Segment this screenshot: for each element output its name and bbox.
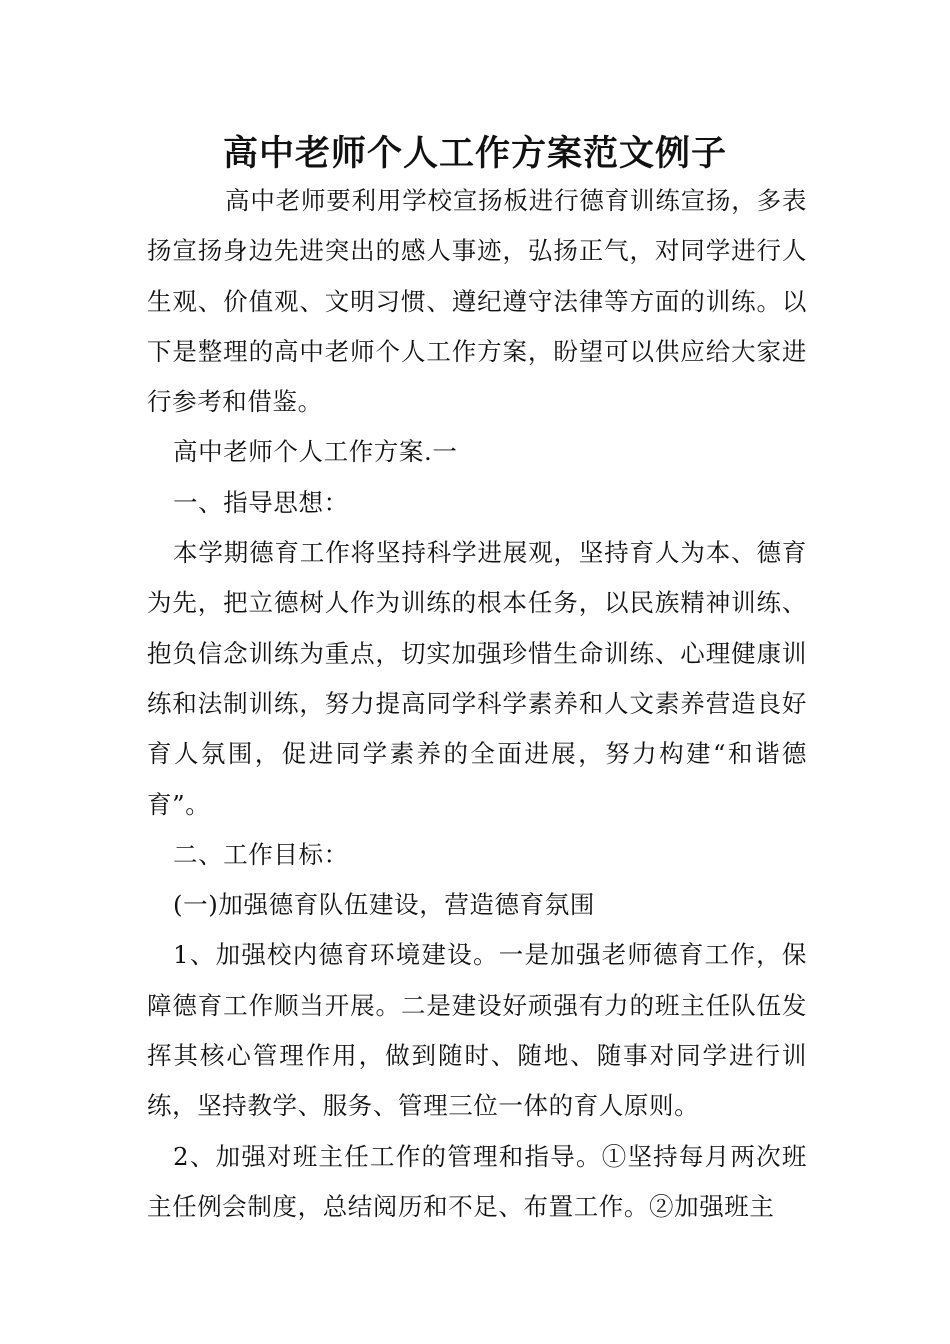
- section-heading-work-goals: 二、工作目标：: [173, 839, 349, 869]
- plan-heading: 高中老师个人工作方案.一: [173, 437, 458, 467]
- intro-paragraph: 高中老师要利用学校宣扬板进行德育训练宣扬，多表扬宣扬身边先进突出的感人事迹，弘扬正气，对同学进行人生观、价值观、文明习惯、遵纪遵守法律等方面的训练。以下是整理的高中老师个人工作方案，盼望可以供应给大家进行参考和借鉴。: [147, 186, 807, 417]
- item-1-paragraph: 1、加强校内德育环境建设。一是加强老师德育工作，保障德育工作顺当开展。二是建设好顽强有力的班主任队伍发挥其核心管理作用，做到随时、随地、随事对同学进行训练，坚持教学、服务、管理三位一体的育人原则。: [147, 940, 807, 1121]
- section-heading-guiding-ideology: 一、指导思想：: [173, 487, 349, 517]
- document-body: [147, 176, 807, 1232]
- subsection-heading-team-building: (一)加强德育队伍建设，营造德育氛围: [173, 890, 595, 920]
- document-title: 高中老师个人工作方案范文例子: [222, 134, 727, 174]
- guiding-ideology-paragraph: 本学期德育工作将坚持科学进展观，坚持育人为本、德育为先，把立德树人作为训练的根本任务，以民族精神训练、抱负信念训练为重点，切实加强珍惜生命训练、心理健康训练和法制训练，努力提高同学科学素养和人文素养营造良好育人氛围，促进同学素养的全面进展，努力构建“和谐德育”。: [147, 538, 807, 819]
- item-2-paragraph: 2、加强对班主任工作的管理和指导。①坚持每月两次班主任例会制度，总结阅历和不足、布置工作。②加强班主: [147, 1141, 807, 1221]
